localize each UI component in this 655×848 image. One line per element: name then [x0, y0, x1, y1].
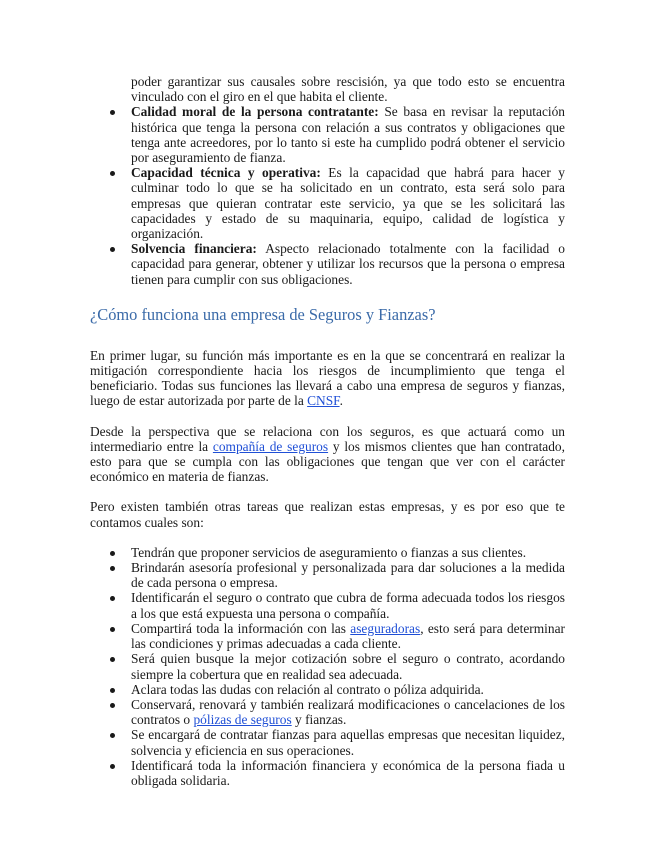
list-item: [90, 590, 565, 620]
list-item: [90, 241, 565, 287]
task-text: Identificarán el seguro o contrato que cubra de forma adecuada todos los riesgos a los que está expuesta una persona o compañía.: [131, 590, 565, 621]
paragraph-text: Desde la perspectiva que se relaciona con los seguros, es que actuará como un intermediario entre la: [90, 423, 565, 454]
paragraph-text: En primer lugar, su función más importante es en la que se concentrará en realizar la mitigación correspondiente hacia los riesgos de incumplimiento que tenga el beneficiario. Todas sus funciones las llevará a cabo una empresa de seguros y fianzas, luego de estar autorizada por parte de la: [90, 347, 565, 409]
document-page: [90, 74, 565, 788]
task-text: Identificará toda la información financiera y económica de la persona fiada u obligada solidaria.: [131, 757, 565, 788]
task-text: Tendrán que proponer servicios de aseguramiento o fianzas a sus clientes.: [131, 544, 527, 560]
task-text: Brindarán asesoría profesional y personalizada para dar soluciones a la medida de cada persona o empresa.: [131, 560, 565, 591]
bullet-icon: [110, 110, 115, 115]
continuation-text: poder garantizar sus causales sobre rescisión, ya que todo esto se encuentra vinculado con el giro en el que habita el cliente.: [131, 74, 565, 105]
criteria-title: Solvencia financiera:: [131, 241, 257, 257]
section-heading: ¿Cómo funciona una empresa de Seguros y Fianzas?: [90, 304, 436, 324]
bullet-icon: [110, 703, 115, 708]
criteria-text: Aspecto relacionado totalmente con la facilidad o capacidad para generar, obtener y utilizar los recursos que la persona o empresa tienen para cumplir con sus obligaciones.: [131, 241, 565, 287]
criteria-title: Capacidad técnica y operativa:: [131, 165, 321, 181]
list-item: [90, 165, 565, 241]
criteria-title: Calidad moral de la persona contratante:: [131, 104, 379, 120]
paragraph-function: [90, 348, 565, 409]
list-item: [90, 727, 565, 757]
task-text: Conservará, renovará y también realizará modificaciones o cancelaciones de los contratos o: [131, 696, 565, 728]
list-item: [90, 758, 565, 788]
bullet-icon: [110, 596, 115, 601]
paragraph-perspective: [90, 424, 565, 485]
criteria-text: Se basa en revisar la reputación histórica que tenga la persona con relación a sus contratos y obligaciones que tenga ante acreedores, por lo tanto si este ha cumplido podrá obtener el servicio por aseguramiento de fianza.: [131, 104, 566, 166]
list-item: [90, 682, 565, 697]
criteria-text: Es la capacidad que habrá para hacer y culminar todo lo que se ha solicitado en un contrato, esta será solo para empresas que quieran contratar este servicio, ya que se les solicitará las capacidades y estado de su maquinaria, equipo, calidad de logística y organización.: [131, 165, 565, 242]
insurers-link[interactable]: aseguradoras: [350, 620, 421, 636]
bullet-icon: [110, 247, 115, 252]
list-item: [90, 651, 565, 681]
paragraph-tasks-intro: Pero existen también otras tareas que realizan estas empresas, y es por eso que te contamos cuales son:: [90, 499, 565, 530]
paragraph-text: .: [339, 393, 343, 409]
paragraph-text: y los mismos clientes que han contratado, esto para que se cumpla con las obligaciones que tengan que ver con el carácter económico en materia de fianzas.: [90, 438, 565, 485]
list-item: [90, 545, 565, 560]
task-text: Compartirá toda la información con las: [131, 620, 351, 636]
bullet-icon: [110, 733, 115, 738]
list-item: [90, 697, 565, 727]
bullet-icon: [110, 627, 115, 632]
insurance-policies-link[interactable]: pólizas de seguros: [193, 712, 292, 728]
criteria-list: [90, 104, 565, 286]
bullet-icon: [110, 688, 115, 693]
task-text: , esto será para determinar las condiciones y primas adecuadas a cada cliente.: [131, 620, 565, 652]
bullet-icon: [110, 657, 115, 662]
task-text: y fianzas.: [291, 712, 347, 728]
bullet-icon: [110, 566, 115, 571]
tasks-list: [90, 545, 565, 788]
bullet-icon: [110, 551, 115, 556]
task-text: Se encargará de contratar fianzas para aquellas empresas que necesitan liquidez, solvencia y eficiencia en sus operaciones.: [131, 727, 565, 758]
task-text: Aclara todas las dudas con relación al contrato o póliza adquirida.: [131, 681, 484, 697]
bullet-icon: [110, 764, 115, 769]
list-item: [90, 621, 565, 651]
list-item: [90, 560, 565, 590]
list-item: [90, 104, 565, 165]
cnsf-link[interactable]: CNSF: [307, 393, 340, 409]
task-text: Será quien busque la mejor cotización sobre el seguro o contrato, acordando siempre la cobertura que en realidad sea adecuada.: [131, 651, 565, 682]
bullet-icon: [110, 171, 115, 176]
insurance-company-link[interactable]: compañía de seguros: [212, 438, 329, 454]
